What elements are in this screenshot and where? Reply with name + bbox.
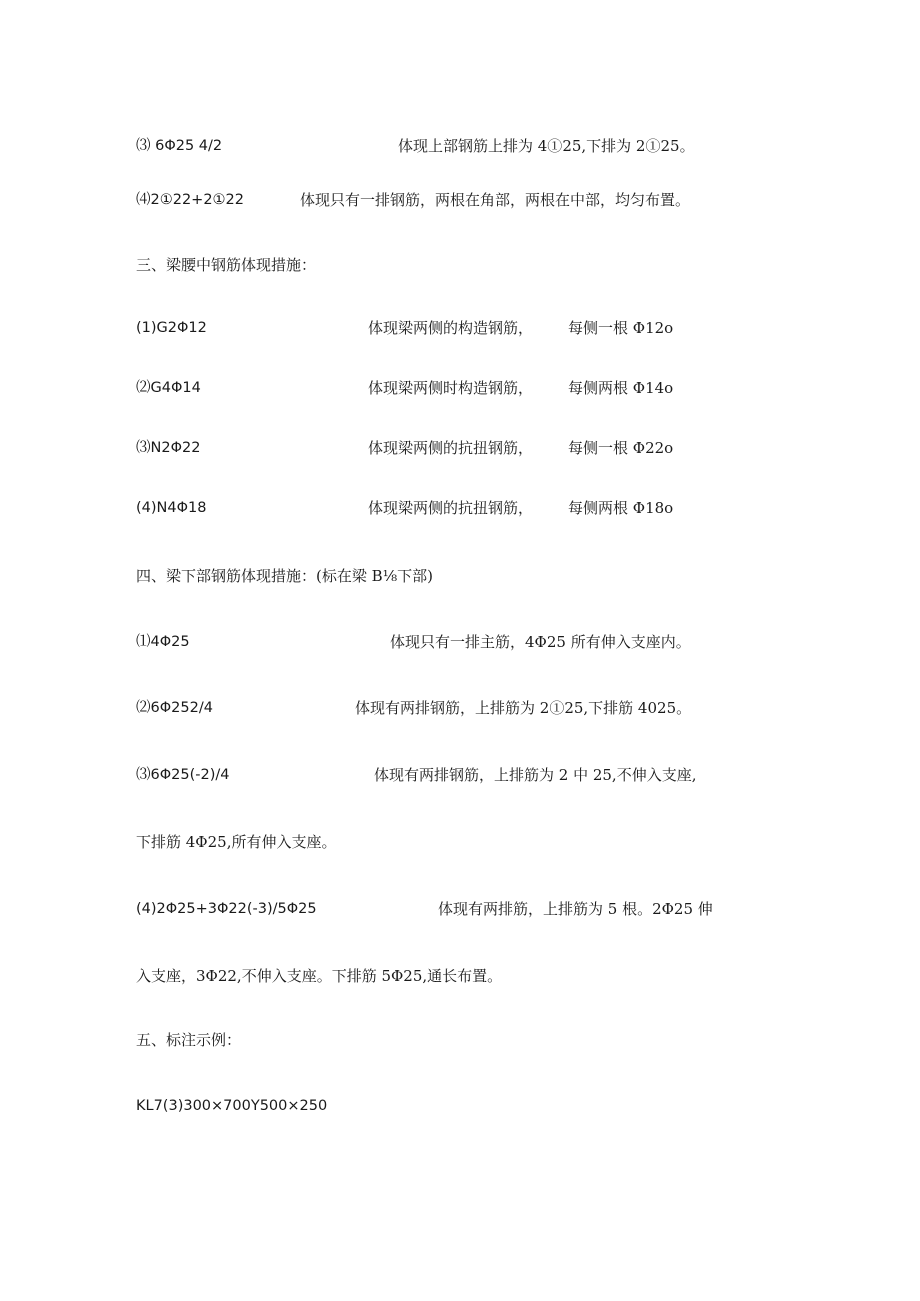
item-code: ⑶N2Φ22 xyxy=(136,440,201,456)
item-note: 每侧一根 Φ22o xyxy=(568,439,674,457)
section-heading: 四、梁下部钢筋体现措施：(标在梁 B⅛下部) xyxy=(136,567,434,585)
item-continuation: 下排筋 4Φ25,所有伸入支座。 xyxy=(136,833,337,851)
item-code: ⑵6Φ252/4 xyxy=(136,700,213,716)
item-description: 体现梁两侧时构造钢筋， xyxy=(368,379,534,397)
item-description: 体现只有一排钢筋，两根在角部，两根在中部，均匀布置。 xyxy=(300,191,691,209)
item-description: 体现只有一排主筋，4Φ25 所有伸入支座内。 xyxy=(390,633,691,651)
item-code: (1)G2Φ12 xyxy=(136,320,207,336)
item-note: 每侧一根 Φ12o xyxy=(568,319,674,337)
item-description: 体现有两排钢筋，上排筋为 2 中 25,不伸入支座, xyxy=(374,766,697,784)
item-continuation: 入支座，3Φ22,不伸入支座。下排筋 5Φ25,通长布置。 xyxy=(136,967,503,985)
item-description: 体现有两排筋，上排筋为 5 根。2Φ25 伸 xyxy=(438,900,713,918)
item-code: ⑵G4Φ14 xyxy=(136,380,201,396)
item-note: 每侧两根 Φ18o xyxy=(568,499,674,517)
item-description: 体现梁两侧的抗扭钢筋， xyxy=(368,439,534,457)
item-description: 体现梁两侧的构造钢筋， xyxy=(368,319,534,337)
item-description: 体现上部钢筋上排为 4①25,下排为 2①25。 xyxy=(398,137,695,155)
annotation-example: KL7(3)300×700Y500×250 xyxy=(136,1098,328,1114)
section-heading: 三、梁腰中钢筋体现措施： xyxy=(136,256,317,274)
item-code: ⑶6Φ25(-2)/4 xyxy=(136,767,230,783)
item-code: ⑴4Φ25 xyxy=(136,634,190,650)
item-code: ⑶ 6Φ25 4/2 xyxy=(136,138,223,154)
item-description: 体现有两排钢筋，上排筋为 2①25,下排筋 4025。 xyxy=(355,699,692,717)
item-note: 每侧两根 Φ14o xyxy=(568,379,674,397)
item-code: (4)2Φ25+3Φ22(-3)/5Φ25 xyxy=(136,901,317,917)
item-description: 体现梁两侧的抗扭钢筋， xyxy=(368,499,534,517)
item-code: ⑷2①22+2①22 xyxy=(136,192,244,208)
item-code: (4)N4Φ18 xyxy=(136,500,207,516)
section-heading: 五、标注示例： xyxy=(136,1031,242,1049)
